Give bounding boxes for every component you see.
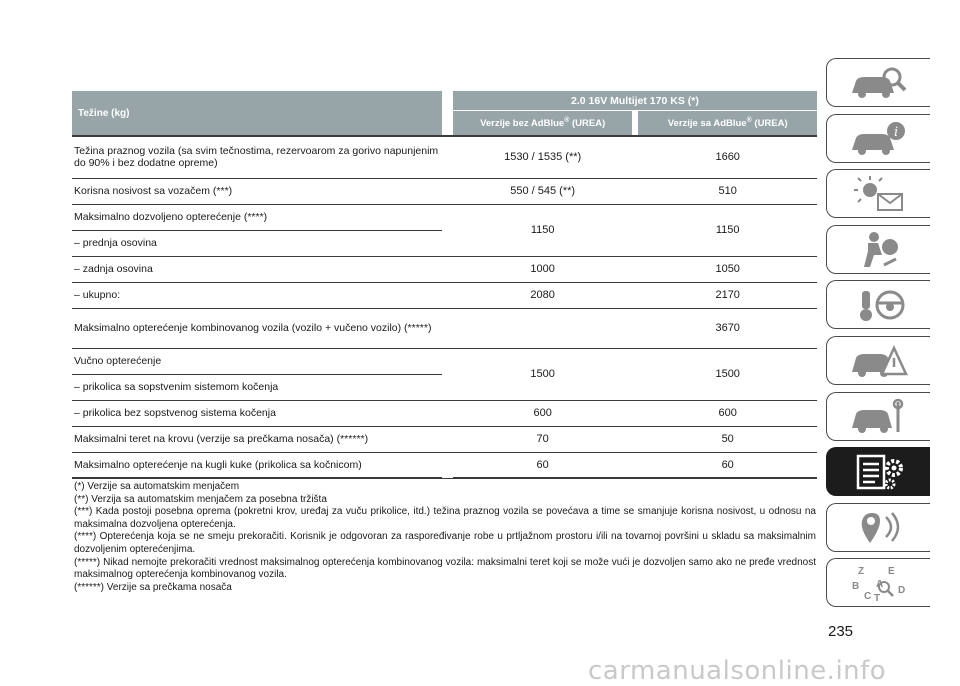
svg-text:i: i xyxy=(893,125,898,141)
col-adblue-header: Verzije sa AdBlue® (UREA) xyxy=(638,111,817,137)
weights-header: Težine (kg) xyxy=(72,91,442,136)
footnote: (*) Verzije sa automatskim menjačem xyxy=(74,481,240,492)
lights-message-icon xyxy=(848,174,910,214)
col-no-adblue-header: Verzije bez AdBlue® (UREA) xyxy=(453,111,633,137)
svg-text:D: D xyxy=(897,584,905,596)
tab-technical-data[interactable] xyxy=(826,447,930,496)
media-nav-icon xyxy=(848,507,910,547)
table-row: Korisna nosivost sa vozačem (***) 550 / 545 (**) 510 xyxy=(72,178,817,204)
table-row: Maksimalno dozvoljeno opterećenje (****) 1150 1150 xyxy=(72,204,817,230)
engine-header: 2.0 16V Multijet 170 KS (*) xyxy=(453,91,817,111)
table-row: – prikolica bez sopstvenog sistema kočenja 600 600 xyxy=(72,400,817,426)
car-info-icon xyxy=(848,118,910,158)
car-search-icon xyxy=(848,63,910,103)
svg-text:C: C xyxy=(863,590,871,602)
footnotes xyxy=(74,481,816,594)
table-row: Maksimalno opterećenje kombinovanog vozila (vozilo + vučeno vozilo) (*****) 3670 xyxy=(72,308,817,348)
airbag-person-icon xyxy=(848,229,910,269)
table-row: – zadnja osovina 1000 1050 xyxy=(72,256,817,282)
table-row: Maksimalno opterećenje na kugli kuke (prikolica sa kočnicom) 60 60 xyxy=(72,452,817,478)
svg-text:A: A xyxy=(875,578,883,590)
weights-table xyxy=(72,91,817,479)
footnote: (*****) Nikad nemojte prekoračiti vrednost maksimalnog opterećenja kombinovanog vozila: maksimalni teret koji se može vući je dozvoljen samo ako ne pređe vrednost maksimalnog opterećenja kombinovanog vozila. xyxy=(74,556,816,581)
tab-maintenance[interactable] xyxy=(826,392,930,441)
footnote: (****) Opterećenja koja se ne smeju prekoračiti. Korisnik je odgovoran za raspoređivanje robe u prtljažnom prostoru i/ili na tovarnoj površini u skladu sa maksimalnim dozvoljenim opterećenjima. xyxy=(74,531,816,555)
tab-multimedia[interactable] xyxy=(826,503,930,552)
svg-text:T: T xyxy=(873,592,880,603)
svg-text:E: E xyxy=(887,565,895,577)
table-row: – prikolica sa sopstvenim sistemom kočenja xyxy=(72,374,817,400)
tab-index[interactable] xyxy=(826,558,930,607)
tab-safety[interactable] xyxy=(826,225,930,274)
footnote: (**) Verzija sa automatskim menjačem za posebna tržišta xyxy=(74,493,327,505)
car-warning-icon xyxy=(848,340,910,380)
table-row: Vučno opterećenje 1500 1500 xyxy=(72,348,817,374)
svg-text:Z: Z xyxy=(857,565,864,577)
tab-safety-lights[interactable] xyxy=(826,169,930,218)
key-steering-icon xyxy=(848,285,910,325)
watermark: carmanualsonline.info xyxy=(588,656,887,686)
footnote: (******) Verzije sa prečkama nosača xyxy=(74,581,232,593)
table-row: Težina praznog vozila (sa svim tečnostima, rezervoarom za gorivo napunjenim do 90% i bez dodatne opreme) 1530 / 1535 (**) 1660 xyxy=(72,136,817,178)
chapter-tabs xyxy=(826,58,930,614)
page-number: 235 xyxy=(828,623,854,640)
index-letters-icon xyxy=(848,563,910,603)
footnote: (***) Kada postoji posebna oprema (pokretni krov, uređaj za vuču prikolice, itd.) težina praznog vozila se povećava a time se smanjuje korisna nosivost, u odnosu na maksimalna dozvoljena opterećenja. xyxy=(74,506,816,530)
tab-emergency[interactable] xyxy=(826,336,930,385)
svg-text:B: B xyxy=(851,580,859,592)
tab-knowing-vehicle[interactable] xyxy=(826,58,930,107)
car-tools-icon xyxy=(848,396,910,436)
document-gear-icon xyxy=(848,452,910,492)
table-row: – prednja osovina xyxy=(72,230,817,256)
tab-starting-driving[interactable] xyxy=(826,280,930,329)
table-row: – ukupno: 2080 2170 xyxy=(72,282,817,308)
table-row: Maksimalni teret na krovu (verzije sa prečkama nosača) (******) 70 50 xyxy=(72,426,817,452)
tab-instruments[interactable] xyxy=(826,114,930,163)
